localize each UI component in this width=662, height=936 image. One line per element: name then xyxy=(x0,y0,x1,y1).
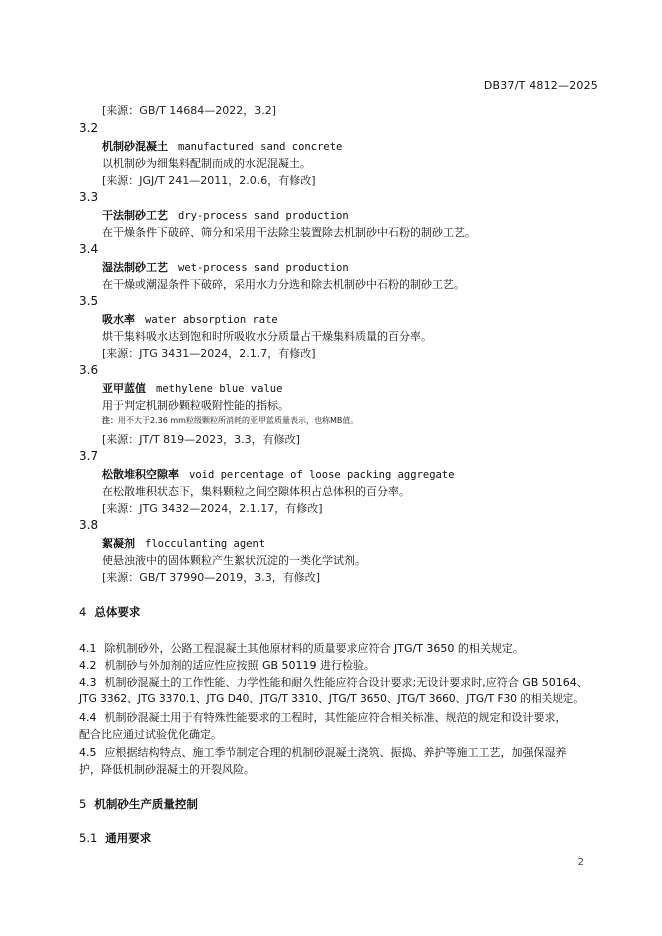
clause-number: 3.3 xyxy=(79,190,99,204)
requirement-paragraph xyxy=(79,657,375,673)
paragraph-text: 应根据结构特点、施工季节制定合理的机制砂混凝土浇筑、振捣、养护等施工工艺，加强保湿养 xyxy=(104,746,567,759)
section-title: 总体要求 xyxy=(94,605,141,619)
paragraph-continuation: 配合比应通过试验优化确定。 xyxy=(79,728,222,741)
requirement-paragraph xyxy=(79,640,524,656)
clause-number: 3.6 xyxy=(79,363,99,377)
paragraph-continuation: JTG 3362、JTG 3370.1、JTG D40、JTG/T 3310、JTG/T 3650、JTG/T 3660、JTG/T F30 的相关规定。 xyxy=(79,693,584,705)
paragraph-text: 机制砂混凝土用于有特殊性能要求的工程时，其性能应符合相关标准、规范的规定和设计要求， xyxy=(104,711,567,724)
requirement-paragraph xyxy=(79,674,588,690)
clause-number: 3.5 xyxy=(79,294,99,308)
term-english: water absorption rate xyxy=(145,314,278,326)
paragraph-text: 除机制砂外，公路工程混凝土其他原材料的质量要求应符合 JTG/T 3650 的相关规定。 xyxy=(104,642,524,655)
term-english: void percentage of loose packing aggregate xyxy=(189,469,455,481)
term-english: manufactured sand concrete xyxy=(178,141,343,153)
clause-number: 4.3 xyxy=(79,676,97,689)
term-english: methylene blue value xyxy=(156,383,283,395)
clause-number: 3.2 xyxy=(79,121,99,135)
source-reference: [来源：GB/T 37990—2019，3.3，有修改] xyxy=(102,571,321,584)
term-definition: 以机制砂为细集料配制而成的水泥混凝土。 xyxy=(102,157,311,170)
note-text: 用不大于2.36 mm粒级颗粒所消耗的亚甲蓝质量表示，也称MB值。 xyxy=(118,416,359,425)
term-line xyxy=(102,207,349,223)
term-chinese: 絮凝剂 xyxy=(102,537,135,550)
subsection-title: 通用要求 xyxy=(105,831,152,845)
term-line xyxy=(102,380,282,396)
requirement-paragraph xyxy=(79,709,567,725)
term-definition: 使悬浊液中的固体颗粒产生絮状沉淀的一类化学试剂。 xyxy=(102,554,366,567)
paragraph-continuation: 护，降低机制砂混凝土的开裂风险。 xyxy=(79,763,255,776)
paragraph-text: 机制砂混凝土的工作性能、力学性能和耐久性能应符合设计要求;无设计要求时,应符合 GB 50164、 xyxy=(104,676,588,689)
requirement-paragraph xyxy=(79,744,567,760)
term-line xyxy=(102,259,349,275)
term-chinese: 吸水率 xyxy=(102,313,135,326)
term-english: wet-process sand production xyxy=(178,262,349,274)
source-reference: [来源：JGJ/T 241—2011，2.0.6，有修改] xyxy=(102,174,316,187)
paragraph-text: 机制砂与外加剂的适应性应按照 GB 50119 进行检验。 xyxy=(104,659,376,672)
clause-number: 4.2 xyxy=(79,659,97,672)
subsection-number: 5.1 xyxy=(79,831,98,845)
term-english: flocculanting agent xyxy=(145,538,266,550)
term-line xyxy=(102,138,342,154)
page-number: 2 xyxy=(577,857,584,868)
clause-number: 4.4 xyxy=(79,711,97,724)
term-chinese: 干法制砂工艺 xyxy=(102,209,168,222)
source-reference: [来源：JT/T 819—2023，3.3，有修改] xyxy=(102,433,300,446)
term-definition: 在干燥或潮湿条件下破碎，采用水力分选和除去机制砂中石粉的制砂工艺。 xyxy=(102,278,465,291)
source-reference: [来源：GB/T 14684—2022，3.2] xyxy=(102,104,277,117)
source-reference: [来源：JTG 3431—2024，2.1.7，有修改] xyxy=(102,347,316,360)
clause-number: 3.7 xyxy=(79,449,99,463)
term-chinese: 湿法制砂工艺 xyxy=(102,261,168,274)
term-note xyxy=(102,415,358,426)
term-definition: 烘干集料吸水达到饱和时所吸收水分质量占干燥集料质量的百分率。 xyxy=(102,330,432,343)
term-definition: 在松散堆积状态下，集料颗粒之间空隙体积占总体积的百分率。 xyxy=(102,485,410,498)
term-line xyxy=(102,311,278,327)
clause-number: 3.8 xyxy=(79,518,99,532)
note-label: 注： xyxy=(102,416,118,425)
subsection-heading xyxy=(79,830,151,846)
document-code-header: DB37/T 4812—2025 xyxy=(483,79,598,92)
section-title: 机制砂生产质量控制 xyxy=(94,797,198,811)
term-chinese: 机制砂混凝土 xyxy=(102,140,168,153)
term-definition: 用于判定机制砂颗粒吸附性能的指标。 xyxy=(102,399,289,412)
term-chinese: 亚甲蓝值 xyxy=(102,382,146,395)
term-chinese: 松散堆积空隙率 xyxy=(102,468,179,481)
term-line xyxy=(102,535,265,551)
source-reference: [来源：JTG 3432—2024，2.1.17，有修改] xyxy=(102,502,323,515)
section-number: 4 xyxy=(79,605,87,619)
term-definition: 在干燥条件下破碎、筛分和采用干法除尘装置除去机制砂中石粉的制砂工艺。 xyxy=(102,226,476,239)
section-number: 5 xyxy=(79,797,87,811)
section-heading xyxy=(79,604,140,620)
clause-number: 3.4 xyxy=(79,242,99,256)
clause-number: 4.5 xyxy=(79,746,97,759)
clause-number: 4.1 xyxy=(79,642,97,655)
term-english: dry-process sand production xyxy=(178,210,349,222)
section-heading xyxy=(79,796,198,812)
term-line xyxy=(102,466,455,482)
